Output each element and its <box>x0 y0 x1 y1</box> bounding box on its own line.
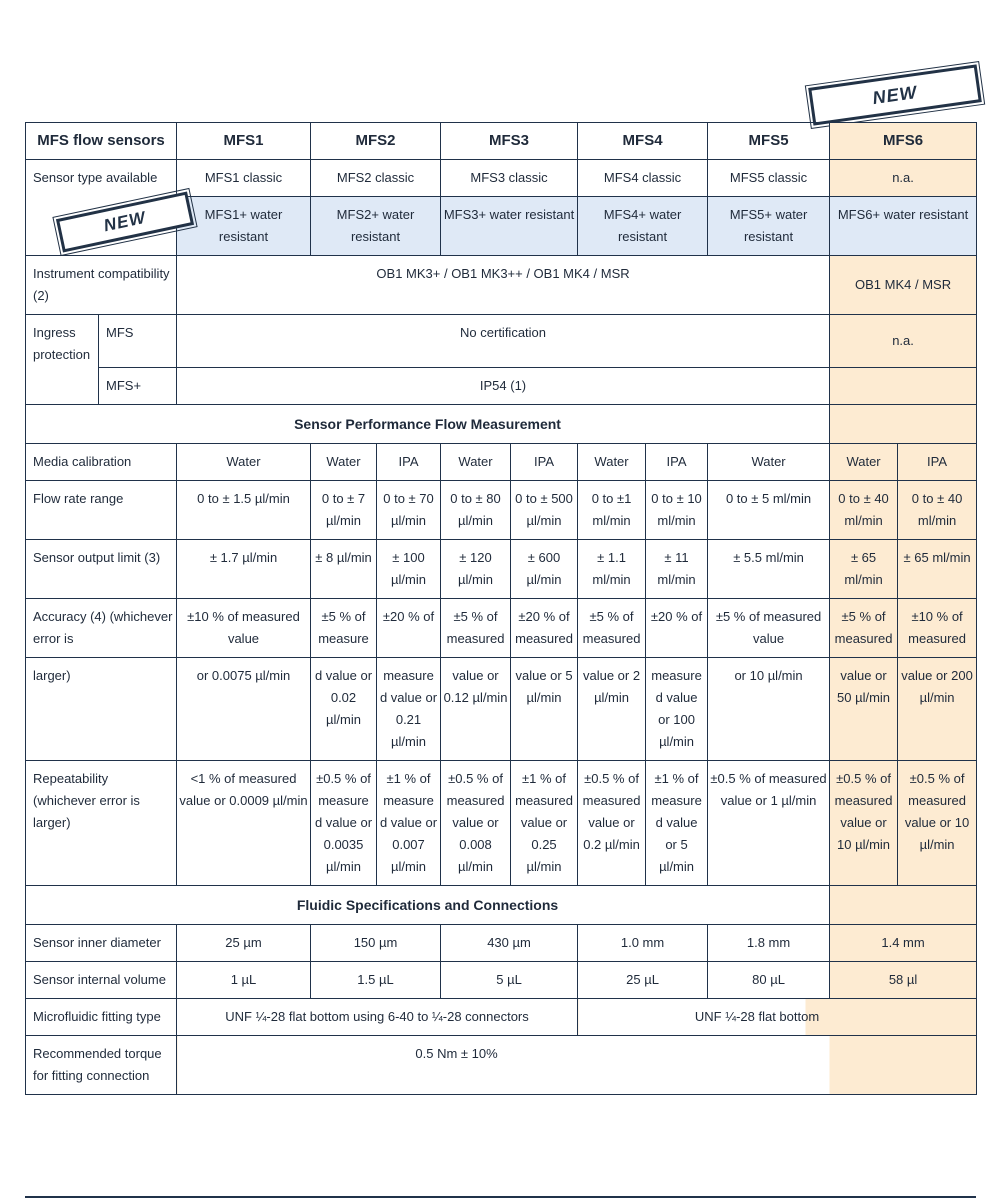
table-cell: d value or 0.02 µl/min <box>311 658 377 761</box>
table-cell: IPA <box>898 444 977 481</box>
table-cell: measure d value or 100 µl/min <box>646 658 708 761</box>
table-cell: ±20 % of <box>646 599 708 658</box>
table-cell: value or 200 µl/min <box>898 658 977 761</box>
row-label: Sensor output limit (3) <box>26 540 177 599</box>
table-cell: 58 µl <box>830 962 977 999</box>
torque-row <box>26 1036 977 1095</box>
table-cell: ±0.5 % of measured value or 0.008 µl/min <box>441 761 511 886</box>
row-sublabel: MFS <box>99 315 177 368</box>
new-stamp-mfs6: NEW <box>808 64 982 125</box>
table-cell: 25 µm <box>177 925 311 962</box>
table-cell: MFS3+ water resistant <box>441 197 578 256</box>
fluidic-section-row <box>26 886 977 925</box>
table-cell: MFS5 classic <box>708 160 830 197</box>
media-row <box>26 444 977 481</box>
table-cell: 0 to ± 500 µl/min <box>511 481 578 540</box>
table-cell: n.a. <box>830 315 977 368</box>
table-cell: 80 µL <box>708 962 830 999</box>
table-cell: measure d value or 0.21 µl/min <box>377 658 441 761</box>
table-cell: ± 1.7 µl/min <box>177 540 311 599</box>
header-mfs5: MFS5 <box>708 123 830 160</box>
section-title: Sensor Performance Flow Measurement <box>26 405 830 444</box>
table-cell: Water <box>311 444 377 481</box>
table-cell <box>830 886 977 925</box>
table-cell: IPA <box>646 444 708 481</box>
table-cell: ± 100 µl/min <box>377 540 441 599</box>
table-cell: Water <box>177 444 311 481</box>
table-cell: ± 65 ml/min <box>830 540 898 599</box>
table-cell: 5 µL <box>441 962 578 999</box>
table-cell: ±20 % of <box>377 599 441 658</box>
new-stamp-water-resistant: NEW <box>56 191 194 252</box>
fitting-text: UNF ¼-28 flat bottom <box>694 1009 820 1024</box>
row-sublabel: MFS+ <box>99 368 177 405</box>
limit-row <box>26 540 977 599</box>
accuracy-row-top <box>26 599 977 658</box>
table-cell: ± 11 ml/min <box>646 540 708 599</box>
table-cell: 150 µm <box>311 925 441 962</box>
table-cell: Water <box>830 444 898 481</box>
table-cell: ± 1.1 ml/min <box>578 540 646 599</box>
performance-section-row <box>26 405 977 444</box>
table-cell: Water <box>441 444 511 481</box>
table-cell: ±0.5 % of measured value or 10 µl/min <box>898 761 977 886</box>
row-label: Sensor inner diameter <box>26 925 177 962</box>
table-cell: n.a. <box>830 160 977 197</box>
table-cell: ±0.5 % of measure d value or 0.0035 µl/min <box>311 761 377 886</box>
table-cell: 0 to ±1 ml/min <box>578 481 646 540</box>
table-cell: 25 µL <box>578 962 708 999</box>
table-cell: value or 50 µl/min <box>830 658 898 761</box>
repeatability-row <box>26 761 977 886</box>
header-mfs4: MFS4 <box>578 123 708 160</box>
table-cell: ±10 % of measured value <box>177 599 311 658</box>
table-cell: 0 to ± 10 ml/min <box>646 481 708 540</box>
table-cell: MFS2+ water resistant <box>311 197 441 256</box>
table-cell: or 0.0075 µl/min <box>177 658 311 761</box>
table-cell: IP54 (1) <box>177 368 830 405</box>
table-cell: MFS1 classic <box>177 160 311 197</box>
table-cell: ±0.5 % of measured value or 0.2 µl/min <box>578 761 646 886</box>
table-cell: ±1 % of measure d value or 5 µl/min <box>646 761 708 886</box>
table-cell: ± 5.5 ml/min <box>708 540 830 599</box>
table-cell: MFS1+ water resistant <box>177 197 311 256</box>
table-cell: MFS4 classic <box>578 160 708 197</box>
table-cell: 1.8 mm <box>708 925 830 962</box>
table-cell: ± 8 µl/min <box>311 540 377 599</box>
table-cell: ±5 % of measured value <box>708 599 830 658</box>
ingress-mfsplus-row <box>26 368 977 405</box>
table-cell: ±10 % of measured <box>898 599 977 658</box>
table-cell: 0 to ± 70 µl/min <box>377 481 441 540</box>
table-cell <box>830 368 977 405</box>
accuracy-row-bottom <box>26 658 977 761</box>
fitting-row <box>26 999 977 1036</box>
table-cell: value or 0.12 µl/min <box>441 658 511 761</box>
header-mfs1: MFS1 <box>177 123 311 160</box>
mfs-spec-table <box>25 122 977 1095</box>
ingress-mfs-row <box>26 315 977 368</box>
table-cell: Water <box>578 444 646 481</box>
header-mfs6: MFS6 <box>830 123 977 160</box>
table-cell: 0 to ± 1.5 µl/min <box>177 481 311 540</box>
table-cell: OB1 MK4 / MSR <box>830 256 977 315</box>
table-cell: 430 µm <box>441 925 578 962</box>
table-cell: MFS4+ water resistant <box>578 197 708 256</box>
table-cell <box>578 999 977 1036</box>
table-cell: OB1 MK3+ / OB1 MK3++ / OB1 MK4 / MSR <box>177 256 830 315</box>
volume-row <box>26 962 977 999</box>
row-label: Ingress protection <box>26 315 99 405</box>
table-cell: ± 120 µl/min <box>441 540 511 599</box>
sensor-type-classic-row <box>26 160 977 197</box>
table-cell: 0 to ± 80 µl/min <box>441 481 511 540</box>
table-cell: MFS5+ water resistant <box>708 197 830 256</box>
table-cell: 1.4 mm <box>830 925 977 962</box>
row-label: Flow rate range <box>26 481 177 540</box>
table-cell: 0 to ± 40 ml/min <box>830 481 898 540</box>
row-label: Recommended torque for fitting connection <box>26 1036 177 1095</box>
table-cell: value or 2 µl/min <box>578 658 646 761</box>
table-cell: ±1 % of measure d value or 0.007 µl/min <box>377 761 441 886</box>
torque-text: 0.5 Nm ± 10% <box>415 1046 498 1061</box>
diameter-row <box>26 925 977 962</box>
table-cell: UNF ¼-28 flat bottom using 6-40 to ¼-28 connectors <box>177 999 578 1036</box>
table-cell: 0 to ± 5 ml/min <box>708 481 830 540</box>
table-cell: MFS2 classic <box>311 160 441 197</box>
table-cell: 0 to ± 40 ml/min <box>898 481 977 540</box>
table-cell <box>177 1036 977 1095</box>
row-label: Sensor type available <box>26 160 177 256</box>
table-cell: ±20 % of measured <box>511 599 578 658</box>
table-cell: ± 600 µl/min <box>511 540 578 599</box>
table-cell: ±5 % of measure <box>311 599 377 658</box>
table-cell: ±1 % of measured value or 0.25 µl/min <box>511 761 578 886</box>
row-label: Accuracy (4) (whichever error is <box>26 599 177 658</box>
row-label: Media calibration <box>26 444 177 481</box>
table-cell: 0 to ± 7 µl/min <box>311 481 377 540</box>
table-cell: 1.5 µL <box>311 962 441 999</box>
table-cell: ±0.5 % of measured value or 1 µl/min <box>708 761 830 886</box>
section-title: Fluidic Specifications and Connections <box>26 886 830 925</box>
table-cell: MFS6+ water resistant <box>830 197 977 256</box>
row-label: Repeatability (whichever error is larger) <box>26 761 177 886</box>
table-cell: ±0.5 % of measured value or 10 µl/min <box>830 761 898 886</box>
table-cell: IPA <box>377 444 441 481</box>
table-cell: ±5 % of measured <box>578 599 646 658</box>
row-label: Sensor internal volume <box>26 962 177 999</box>
row-label: larger) <box>26 658 177 761</box>
table-cell: 1 µL <box>177 962 311 999</box>
instrument-row <box>26 256 977 315</box>
row-label: Instrument compatibility (2) <box>26 256 177 315</box>
table-cell: No certification <box>177 315 830 368</box>
table-cell: MFS3 classic <box>441 160 578 197</box>
table-cell: or 10 µl/min <box>708 658 830 761</box>
table-cell: ± 65 ml/min <box>898 540 977 599</box>
header-mfs3: MFS3 <box>441 123 578 160</box>
header-mfs2: MFS2 <box>311 123 441 160</box>
table-cell <box>830 405 977 444</box>
table-cell: IPA <box>511 444 578 481</box>
table-cell: 1.0 mm <box>578 925 708 962</box>
table-cell: ±5 % of measured <box>441 599 511 658</box>
table-cell: value or 5 µl/min <box>511 658 578 761</box>
header-row <box>26 123 977 160</box>
table-title: MFS flow sensors <box>26 123 177 160</box>
table-cell: ±5 % of measured <box>830 599 898 658</box>
row-label: Microfluidic fitting type <box>26 999 177 1036</box>
flow-row <box>26 481 977 540</box>
table-cell: <1 % of measured value or 0.0009 µl/min <box>177 761 311 886</box>
table-cell: Water <box>708 444 830 481</box>
